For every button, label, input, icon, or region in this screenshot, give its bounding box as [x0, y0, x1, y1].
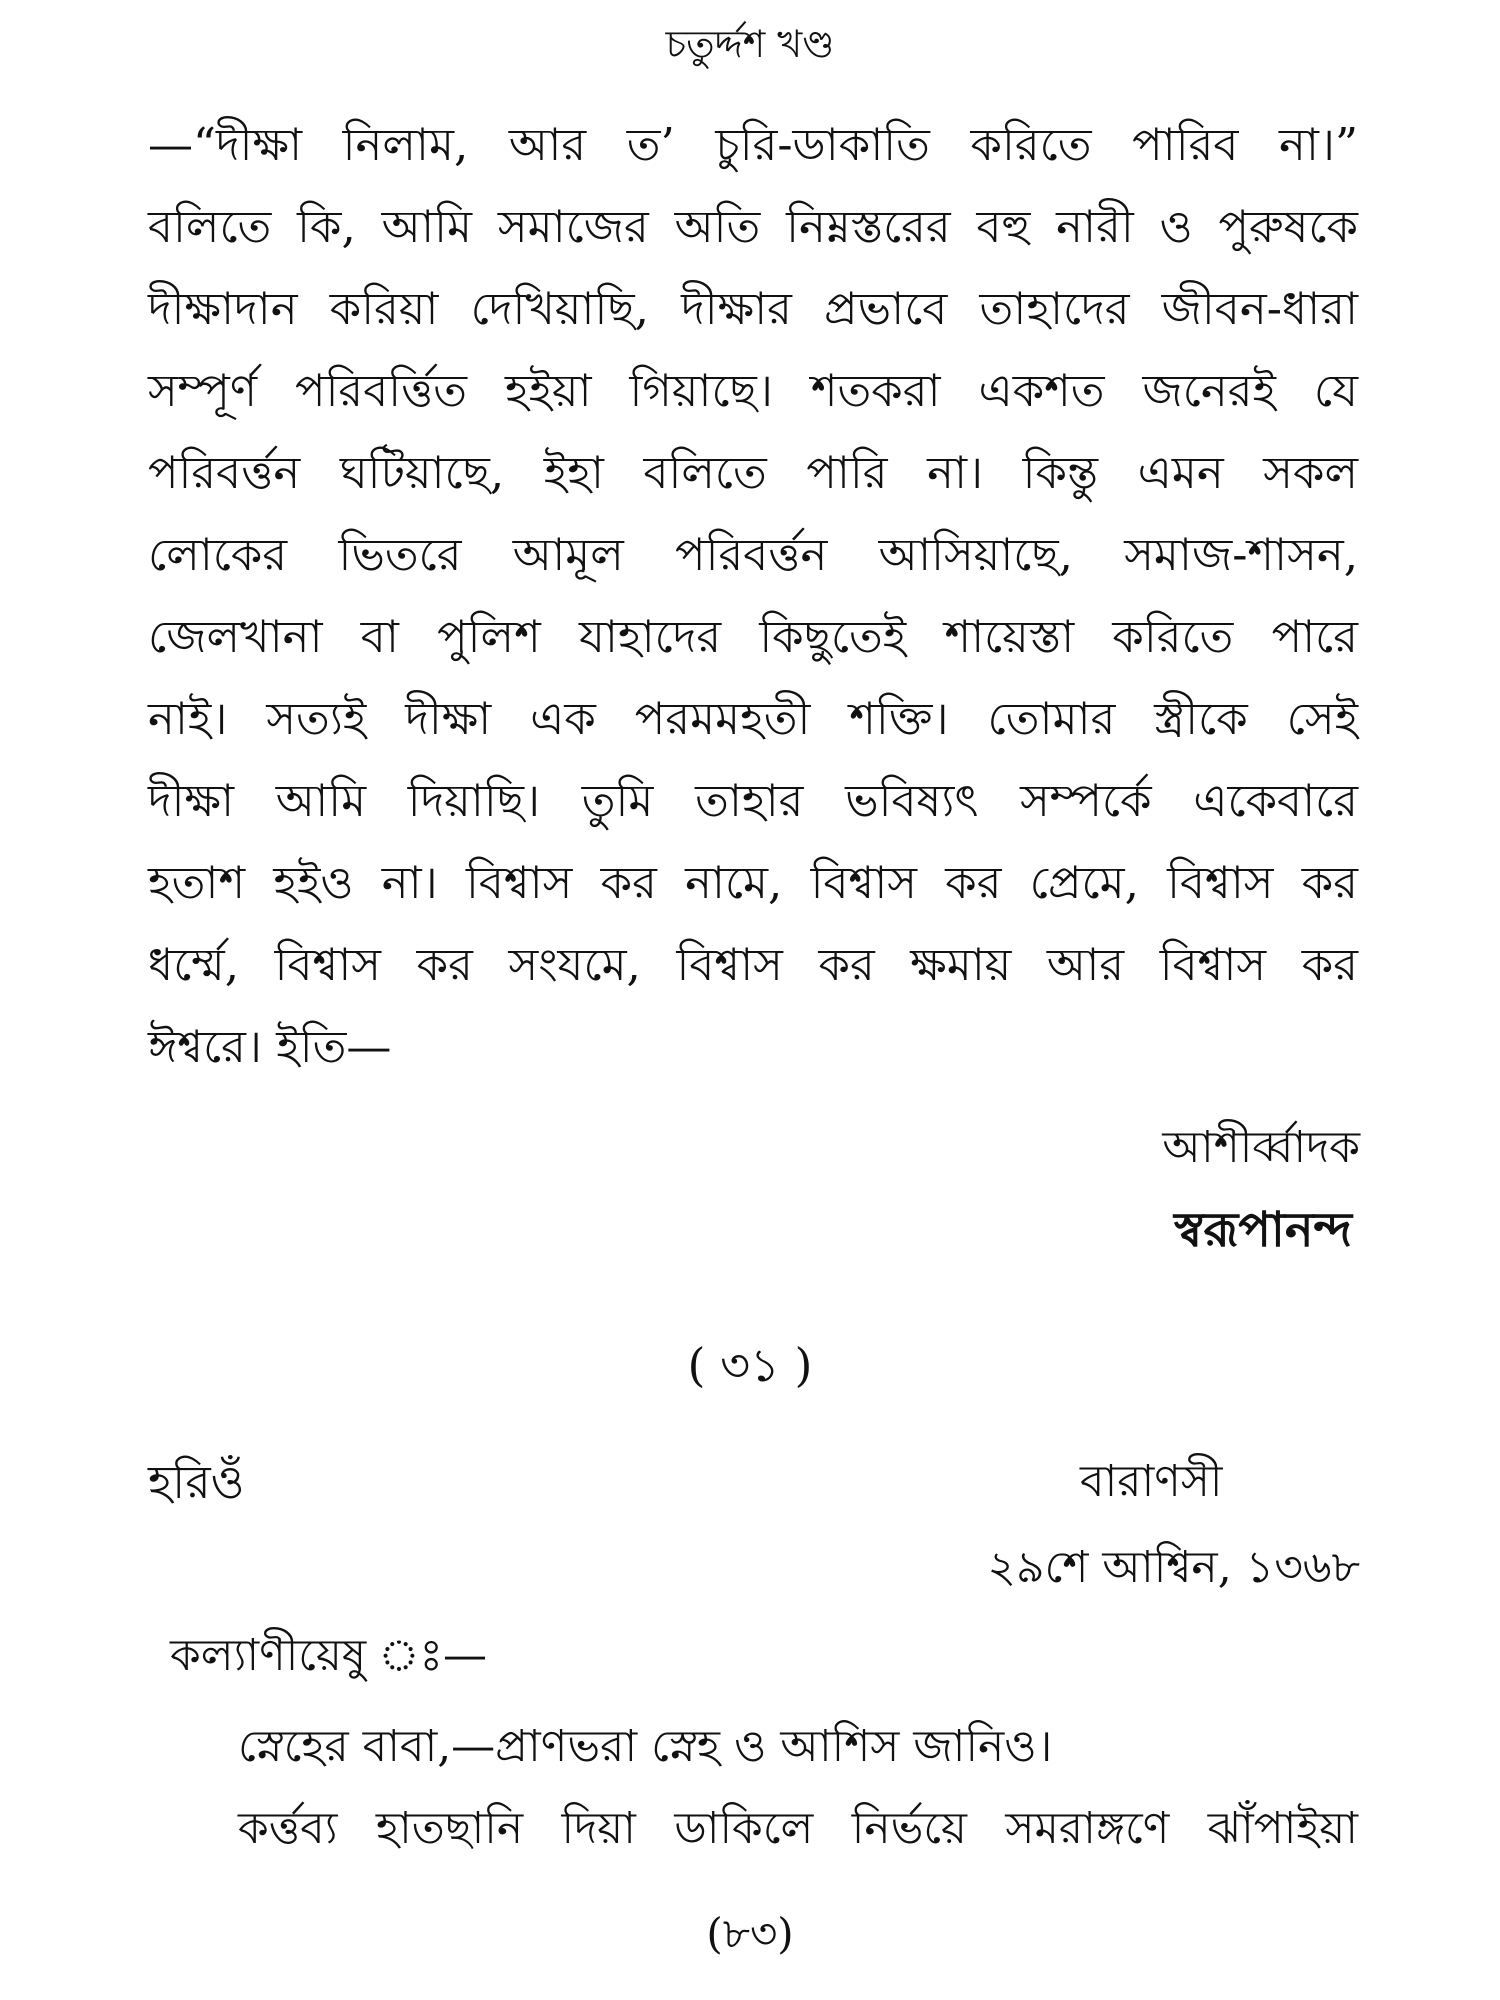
letter-place: বারাণসী [1080, 1456, 1223, 1507]
next-letter-body [238, 1706, 1358, 1870]
letter-number: ( ৩১ ) [687, 1338, 813, 1392]
body-line: স্নেহের বাবা,—প্রাণভরা স্নেহ ও আশিস জানিও। [238, 1721, 1053, 1772]
body-line: লোকের ভিতরে আমূল পরিবর্ত্তন আসিয়াছে, সমাজ-শাসন, [148, 528, 1358, 581]
invocation: হরিওঁ [148, 1455, 245, 1509]
body-line: দীক্ষাদান করিয়া দেখিয়াছি, দীক্ষার প্রভাবে তাহাদের জীবন-ধারা [148, 282, 1358, 335]
letter-date: ২৯শে আশ্বিন, ১৩৬৮ [987, 1542, 1360, 1593]
body-line: নাই। সত্যই দীক্ষা এক পরমমহতী শক্তি। তোমার স্ত্রীকে সেই [148, 692, 1358, 745]
body-line: দীক্ষা আমি দিয়াছি। তুমি তাহার ভবিষ্যৎ সম্পর্কে একেবারে [148, 774, 1358, 827]
body-line: বলিতে কি, আমি সমাজের অতি নিম্নস্তরের বহু নারী ও পুরুষকে [148, 200, 1358, 253]
body-line: ধর্ম্মে, বিশ্বাস কর সংযমে, বিশ্বাস কর ক্ষমায় আর বিশ্বাস কর [148, 938, 1358, 991]
body-line: ঈশ্বরে। ইতি— [148, 1020, 392, 1073]
letter-addressee: কল্যাণীয়েষু ঃ— [170, 1630, 487, 1681]
letter-signature: স্বরূপানন্দ [1174, 1202, 1352, 1258]
body-line: পরিবর্ত্তন ঘটিয়াছে, ইহা বলিতে পারি না। কিন্তু এমন সকল [148, 446, 1358, 499]
running-header: চতুর্দ্দশ খণ্ড [665, 22, 835, 66]
page-number: (৮৩) [706, 1909, 794, 1958]
previous-letter-body [148, 104, 1358, 1088]
body-line: সম্পূর্ণ পরিবর্ত্তিত হইয়া গিয়াছে। শতকরা একশত জনেরই যে [148, 364, 1358, 417]
body-line: হতাশ হইও না। বিশ্বাস কর নামে, বিশ্বাস কর প্রেমে, বিশ্বাস কর [148, 856, 1358, 909]
body-line: —“দীক্ষা নিলাম, আর ত’ চুরি-ডাকাতি করিতে পারিব না।” [148, 118, 1358, 171]
body-line: কর্ত্তব্য হাতছানি দিয়া ডাকিলে নির্ভয়ে সমরাঙ্গণে ঝাঁপাইয়া [238, 1803, 1358, 1854]
body-line: জেলখানা বা পুলিশ যাহাদের কিছুতেই শায়েস্তা করিতে পারে [148, 610, 1358, 663]
letter-closing: আশীর্ব্বাদক [1162, 1122, 1360, 1173]
